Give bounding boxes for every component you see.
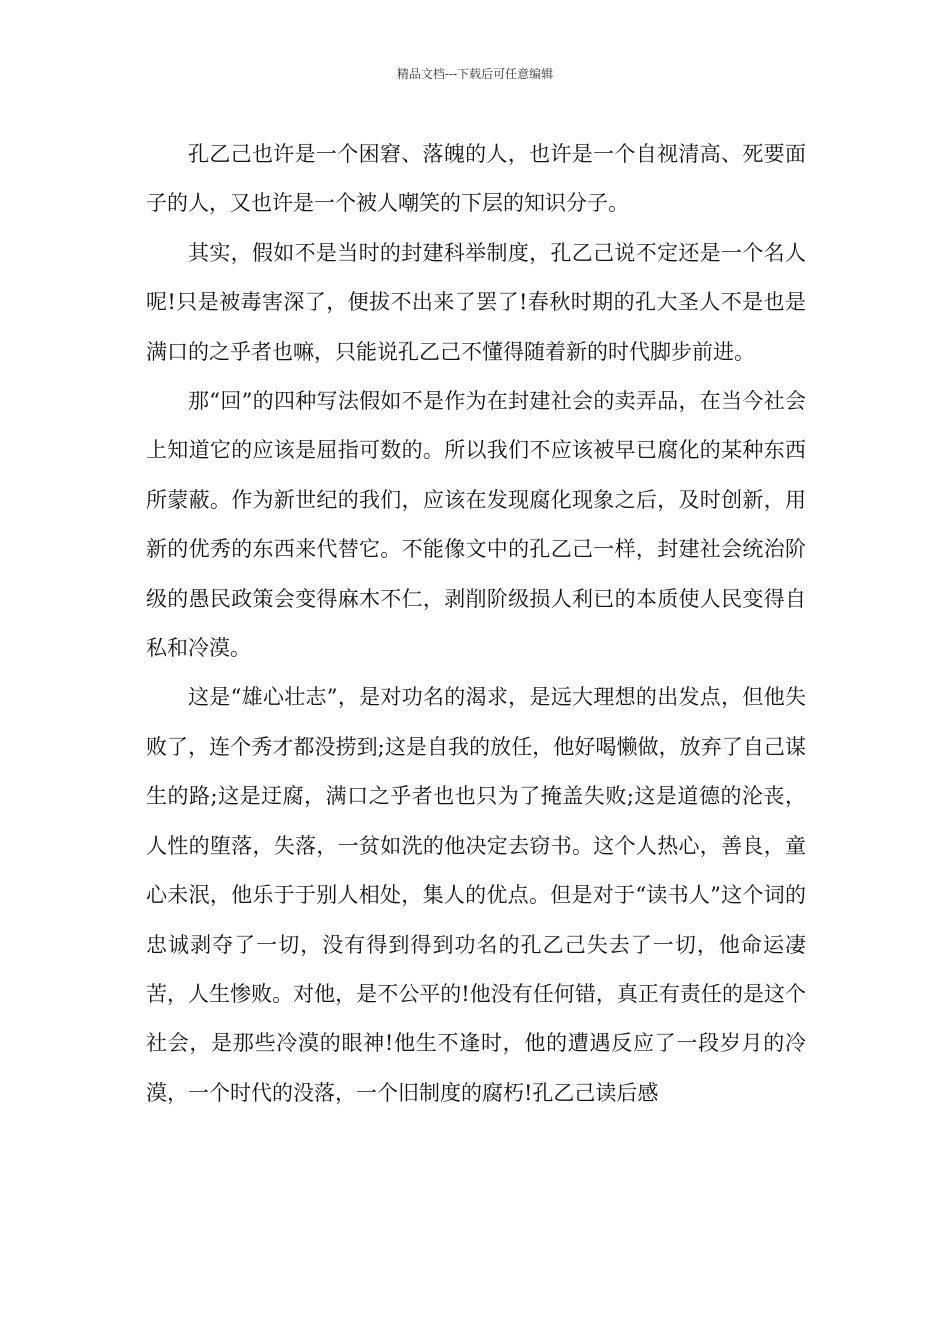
paragraph-1: 孔乙己也许是一个困窘、落魄的人，也许是一个自视清高、死要面子的人，又也许是一个被人嘲笑的下层的知识分子。 xyxy=(146,142,806,216)
paragraph-3: 那“回”的四种写法假如不是作为在封建社会的卖弄品，在当今社会上知道它的应该是屈指可数的。所以我们不应该被早已腐化的某种东西所蒙蔽。作为新世纪的我们，应该在发现腐化现象之后，及时创新，用新的优秀的东西来代替它。不能像文中的孔乙己一样，封建社会统治阶级的愚民政策会变得麻木不仁，剥削阶级损人利已的本质使人民变得自私和冷漠。 xyxy=(146,389,806,661)
document-body xyxy=(146,130,806,1118)
paragraph-2: 其实，假如不是当时的封建科举制度，孔乙己说不定还是一个名人呢!只是被毒害深了，便拔不出来了罢了!春秋时期的孔大圣人不是也是满口的之乎者也嘛，只能说孔乙己不懂得随着新的时代脚步前进。 xyxy=(146,240,806,364)
page-header: 精品文档---下载后可任意编辑 xyxy=(396,67,554,81)
paragraph-4: 这是“雄心壮志”，是对功名的渴求，是远大理想的出发点，但他失败了，连个秀才都没捞到;这是自我的放任，他好喝懒做，放弃了自己谋生的路;这是迂腐，满口之乎者也也只为了掩盖失败;这是道德的沦丧，人性的堕落，失落，一贫如洗的他决定去窃书。这个人热心，善良，童心未泯，他乐于于别人相处，集人的优点。但是对于“读书人”这个词的忠诚剥夺了一切，没有得到得到功名的孔乙己失去了一切，他命运凄苦，人生惨败。对他，是不公平的!他没有任何错，真正有责任的是这个社会，是那些冷漠的眼神!他生不逢时，他的遭遇反应了一段岁月的冷漠，一个时代的没落，一个旧制度的腐朽!孔乙己读后感 xyxy=(146,685,806,1105)
